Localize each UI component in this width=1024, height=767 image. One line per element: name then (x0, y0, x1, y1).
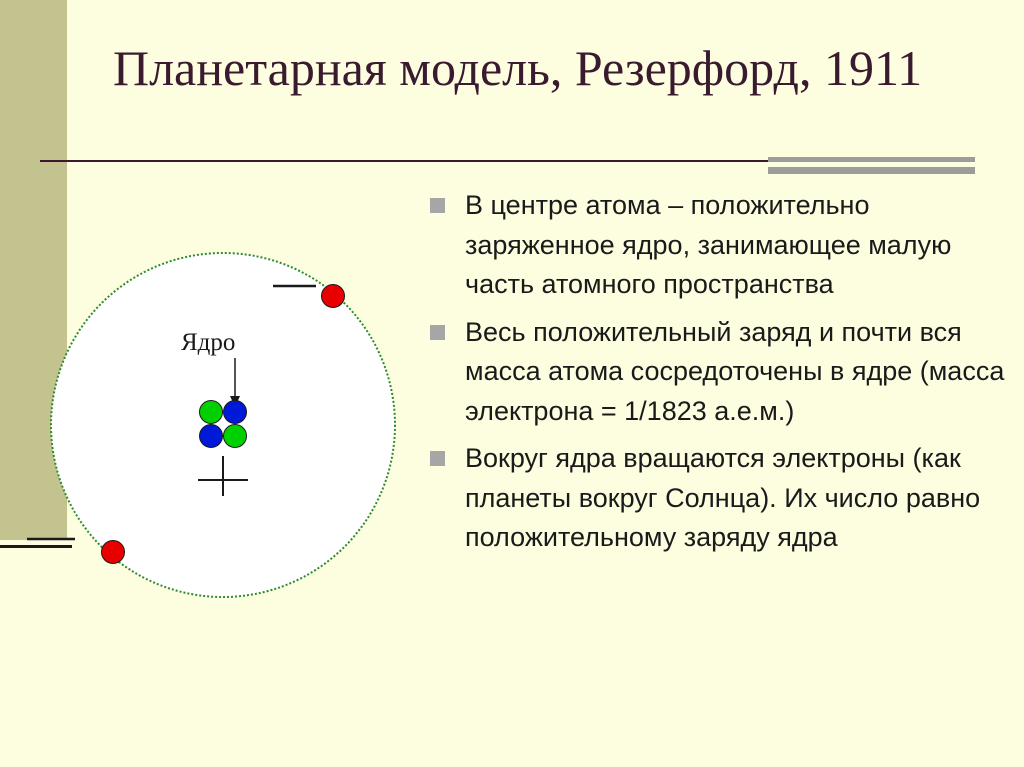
bullet-item (428, 313, 1008, 432)
bullet-item (428, 186, 1008, 305)
atom-diagram-svg (0, 240, 420, 600)
nucleus-label: Ядро (181, 329, 236, 356)
atom-diagram (0, 240, 420, 600)
title-divider-accent (768, 157, 975, 177)
electron (322, 285, 345, 308)
square-bullet-icon (430, 198, 445, 213)
electron (102, 541, 125, 564)
bullet-text: Вокруг ядра вращаются электроны (как планеты вокруг Солнца). Их число равно положительному заряду ядра (465, 443, 981, 552)
bullet-list (428, 186, 1008, 566)
proton-particle (224, 425, 247, 448)
slide-title: Планетарная модель, Резерфорд, 1911 (113, 40, 923, 96)
bullet-text: В центре атома – положительно заряженное ядро, занимающее малую часть атомного пространства (465, 190, 952, 299)
square-bullet-icon (430, 451, 445, 466)
bullet-text: Весь положительный заряд и почти вся масса атома сосредоточены в ядре (масса электрона = 1/1823 а.е.м.) (465, 316, 1005, 426)
electron-orbit (51, 253, 395, 597)
neutron-particle (224, 401, 247, 424)
neutron-particle (200, 425, 223, 448)
square-bullet-icon (430, 325, 445, 340)
bullet-item (428, 439, 1008, 558)
proton-particle (200, 401, 223, 424)
